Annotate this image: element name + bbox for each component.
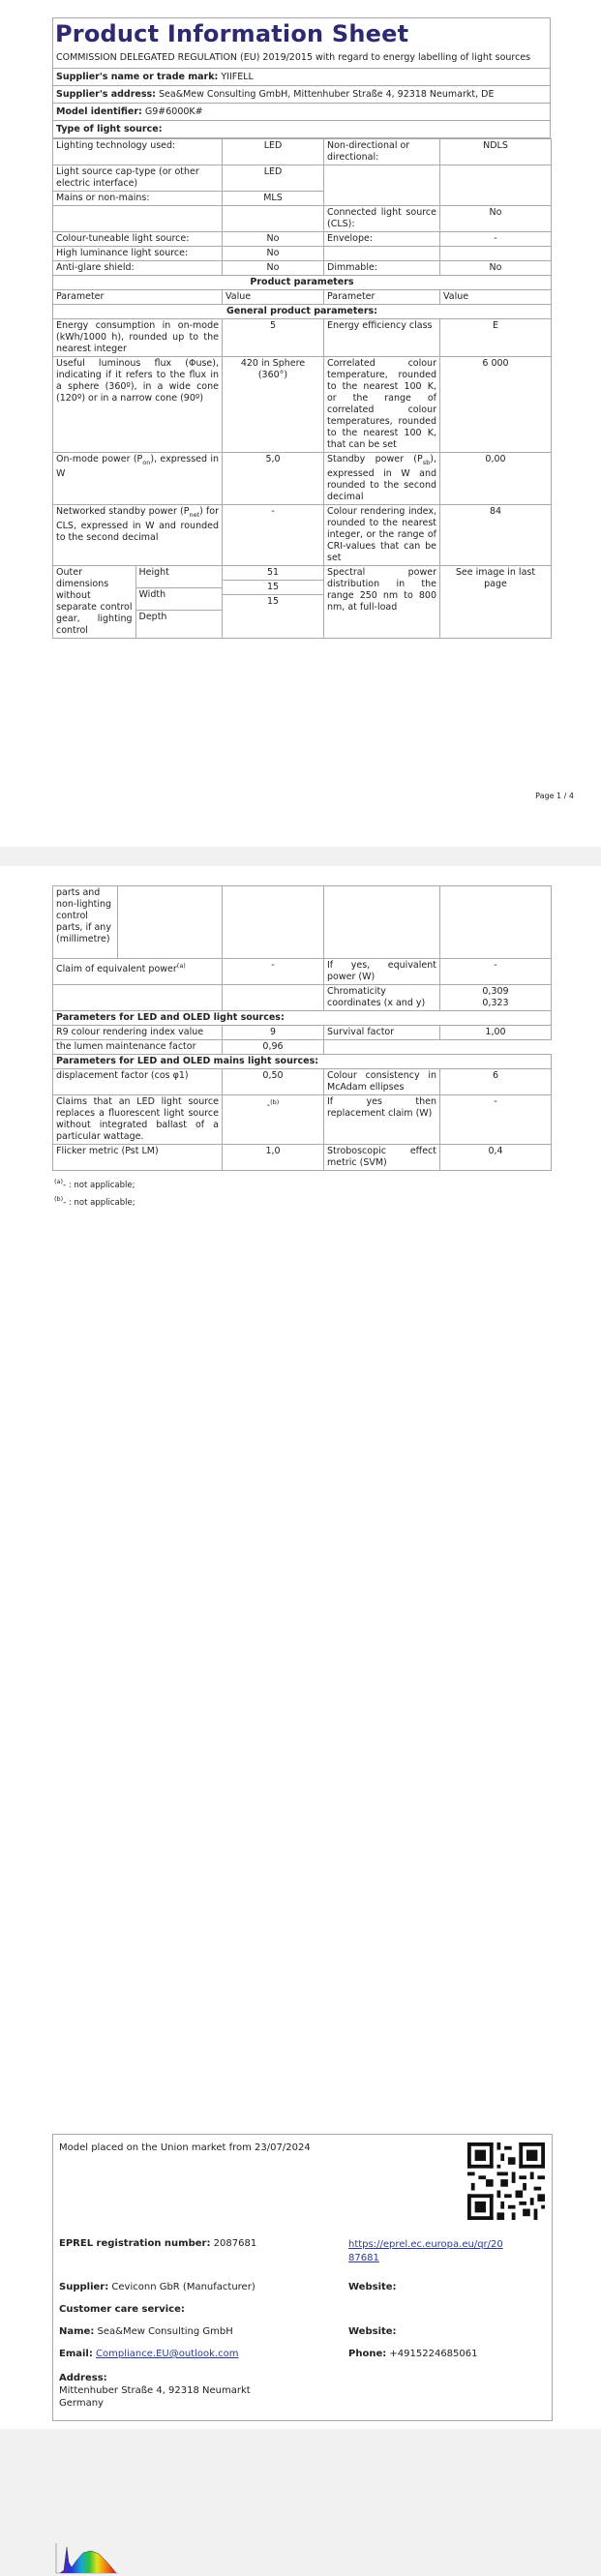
phone-row: [348, 2349, 478, 2359]
width-value: 15: [223, 581, 323, 595]
chromaticity-label: Chromaticity coordinates (x and y): [324, 985, 440, 1011]
parameters-table-p2: [52, 885, 552, 1171]
cap-label: Light source cap-type (or other electric interface): [53, 165, 223, 192]
table-row: [53, 261, 552, 276]
tune-value: No: [223, 232, 324, 247]
onmode-label: On-mode power $(P_{on})$, expressed in W: [53, 453, 223, 505]
care-name-value: Sea&Mew Consulting GmbH: [97, 2326, 233, 2337]
placed-on-market-text: Model placed on the Union market from 23/07/2024: [59, 2142, 311, 2153]
fluorescent-claim-label: Claims that an LED light source replaces a fluorescent light source without integrated ballast of a particular wattage.: [53, 1095, 223, 1145]
eprel-link[interactable]: https://eprel.ec.europa.eu/qr/20 87681: [348, 2239, 503, 2263]
supplier-name-value: YIIFELL: [221, 72, 254, 82]
flicker-value: 1,0: [223, 1145, 324, 1171]
supplier-address-value: Sea&Mew Consulting GmbH, Mittenhuber Straße 4, 92318 Neumarkt, DE: [159, 89, 495, 100]
energy-class-label: Energy efficiency class: [324, 319, 440, 357]
flux-value: 420 in Sphere (360°): [223, 357, 324, 453]
led-heading: Parameters for LED and OLED light sources:: [53, 1011, 552, 1026]
information-sheet-continued: [52, 885, 551, 1210]
page-2: [0, 866, 601, 2429]
type-heading: Type of light source:: [53, 120, 550, 137]
care-name-row: [59, 2326, 233, 2337]
consistency-value: 6: [440, 1069, 552, 1095]
website-label-2: Website:: [348, 2326, 397, 2337]
networked-standby-label: Networked standby power $(P_{net})$ for CLS, expressed in W and rounded to the second decimal: [53, 504, 223, 565]
supplier-address-label: Supplier's address:: [56, 89, 156, 100]
address-block: [59, 2372, 251, 2410]
height-label: Height: [135, 566, 222, 587]
lumen-maintenance-value: 0,96: [223, 1040, 324, 1055]
stroboscopic-value: 0,4: [440, 1145, 552, 1171]
survival-value: 1,00: [440, 1026, 552, 1040]
supplier-name-row: [53, 68, 550, 85]
depth-label: Depth: [138, 611, 167, 622]
dimmable-value: No: [440, 261, 552, 276]
chromaticity-value: 0,309 0,323: [440, 985, 552, 1011]
equivalent-power-value: -: [440, 959, 552, 985]
highlum-value: No: [223, 247, 324, 261]
phone-value: +4915224685061: [389, 2349, 478, 2359]
model-identifier-label: Model identifier:: [56, 106, 142, 117]
spectral-distribution-image: [52, 2541, 120, 2576]
energy-label: Energy consumption in on-mode (kWh/1000 h), rounded up to the nearest integer: [53, 319, 223, 357]
col-parameter-1: Parameter: [53, 290, 223, 305]
care-name-label: Name:: [59, 2326, 95, 2337]
supplier-name-label: Supplier's name or trade mark:: [56, 72, 219, 82]
energy-class-value: E: [440, 319, 552, 357]
table-row: [53, 1026, 552, 1040]
information-sheet: [52, 17, 551, 639]
dimensions-label-continued: parts and non-lighting control parts, if any (millimetre): [53, 886, 118, 958]
website-label-1: Website:: [348, 2282, 397, 2292]
phone-label: Phone:: [348, 2349, 387, 2359]
table-row: [53, 139, 552, 165]
survival-label: Survival factor: [324, 1026, 440, 1040]
eprel-row: [59, 2238, 256, 2249]
height-value: 51: [223, 566, 323, 581]
table-row: [53, 1040, 552, 1055]
cri-label: Colour rendering index, rounded to the nearest integer, or the range of CRI-values that can be set: [324, 504, 440, 565]
dimensions-row: [53, 565, 552, 638]
tech-label: Lighting technology used:: [53, 139, 223, 165]
address-line-2: Germany: [59, 2398, 104, 2409]
table-row: [53, 1095, 552, 1145]
col-value-2: Value: [440, 290, 552, 305]
email-row: [59, 2349, 238, 2359]
flicker-label: Flicker metric (Pst LM): [53, 1145, 223, 1171]
width-label: Width: [135, 587, 222, 610]
email-link[interactable]: Compliance.EU@outlook.com: [96, 2349, 239, 2359]
supplier-row: [59, 2282, 255, 2292]
page-1: [0, 0, 601, 847]
standby-label: Standby power $(P_{sb})$, expressed in W and rounded to the second decimal: [324, 453, 440, 505]
customer-care-heading: Customer care service:: [59, 2304, 185, 2315]
table-row: [53, 453, 552, 505]
footnote-b: $^{(b)}$- : not applicable;: [54, 1194, 135, 1208]
displacement-value: 0,50: [223, 1069, 324, 1095]
eprel-value: 2087681: [213, 2238, 257, 2249]
consistency-label: Colour consistency in McAdam ellipses: [324, 1069, 440, 1095]
energy-value: 5: [223, 319, 324, 357]
highlum-label: High luminance light source:: [53, 247, 223, 261]
fluorescent-claim-value: -$^{(b)}$: [223, 1095, 324, 1145]
depth-value: 15: [266, 595, 280, 607]
email-label: Email:: [59, 2349, 93, 2359]
supplier-value: Ceviconn GbR (Manufacturer): [111, 2282, 255, 2292]
stroboscopic-label: Stroboscopic effect metric (SVM): [324, 1145, 440, 1171]
flux-label: Useful luminous flux (Φuse), indicating if it refers to the flux in a sphere (360º), in a wide cone (120º) or in a narrow cone (90º): [53, 357, 223, 453]
equivalent-power-label: If yes, equivalent power (W): [324, 959, 440, 985]
mains-value: MLS: [223, 192, 324, 206]
replacement-claim-value: -: [440, 1095, 552, 1145]
column-header-row: [53, 290, 552, 305]
cls-label: Connected light source (CLS):: [324, 206, 440, 232]
claim-value: -: [223, 959, 324, 985]
dimensions-label: Outer dimensions without separate control gear, lighting control: [53, 566, 135, 638]
product-parameters-heading: Product parameters: [53, 276, 552, 290]
header-frame: [52, 17, 551, 138]
table-row: [53, 247, 552, 261]
table-row: [53, 1145, 552, 1171]
lumen-maintenance-label: the lumen maintenance factor: [53, 1040, 223, 1055]
model-identifier-value: G9#6000K#: [144, 106, 203, 117]
r9-label: R9 colour rendering index value: [53, 1026, 223, 1040]
address-label: Address:: [59, 2373, 107, 2383]
table-row: [53, 232, 552, 247]
glare-label: Anti-glare shield:: [53, 261, 223, 276]
table-row: [53, 504, 552, 565]
cls-value: No: [440, 206, 552, 232]
tech-value: LED: [223, 139, 324, 165]
dimmable-label: Dimmable:: [324, 261, 440, 276]
standby-value: 0,00: [440, 453, 552, 505]
displacement-label: displacement factor (cos φ1): [53, 1069, 223, 1095]
envelope-label: Envelope:: [324, 232, 440, 247]
model-identifier-row: [53, 103, 550, 120]
mains-label: Mains or non-mains:: [53, 192, 223, 206]
qr-code-icon[interactable]: [467, 2142, 545, 2220]
table-row: [53, 357, 552, 453]
col-value-1: Value: [223, 290, 324, 305]
onmode-value: 5,0: [223, 453, 324, 505]
tune-label: Colour-tuneable light source:: [53, 232, 223, 247]
replacement-claim-label: If yes then replacement claim (W): [324, 1095, 440, 1145]
footnote-a: $^{(a)}$- : not applicable;: [54, 1178, 135, 1190]
envelope-value: -: [440, 232, 552, 247]
table-row: [53, 206, 552, 232]
spd-value: See image in last page: [440, 565, 552, 638]
table-row: [53, 985, 552, 1011]
supplier-address-row: [53, 85, 550, 103]
table-row: [53, 1069, 552, 1095]
footnotes: [52, 1175, 551, 1210]
glare-value: No: [223, 261, 324, 276]
page-number: Page 1 / 4: [535, 792, 574, 800]
registration-footer: [52, 2134, 553, 2421]
table-row: [53, 959, 552, 985]
nondir-label: Non-directional or directional:: [324, 139, 440, 165]
spd-label: Spectral power distribution in the range 250 nm to 800 nm, at full-load: [324, 565, 440, 638]
cct-label: Correlated colour temperature, rounded to the nearest 100 K, or the range of correlated colour temperatures, rounded to the nearest 100 K, that can be set: [324, 357, 440, 453]
networked-standby-value: -: [223, 504, 324, 565]
table-row: [53, 886, 552, 959]
table-row: [53, 319, 552, 357]
table-row: [53, 165, 552, 192]
r9-value: 9: [223, 1026, 324, 1040]
nondir-value: NDLS: [440, 139, 552, 165]
eprel-label: EPREL registration number:: [59, 2238, 211, 2249]
claim-label: Claim of equivalent power$^{(a)}$: [53, 959, 223, 985]
mains-heading: Parameters for LED and OLED mains light sources:: [53, 1055, 552, 1069]
general-heading: General product parameters:: [53, 305, 552, 319]
supplier-label: Supplier:: [59, 2282, 109, 2292]
address-line-1: Mittenhuber Straße 4, 92318 Neumarkt: [59, 2385, 251, 2396]
cri-value: 84: [440, 504, 552, 565]
cap-value: LED: [223, 165, 324, 192]
regulation-text: COMMISSION DELEGATED REGULATION (EU) 2019/2015 with regard to energy labelling of light sources: [56, 52, 531, 63]
cct-value: 6 000: [440, 357, 552, 453]
col-parameter-2: Parameter: [324, 290, 440, 305]
page-title: Product Information Sheet: [55, 20, 409, 47]
parameters-table-p1: [52, 138, 552, 639]
